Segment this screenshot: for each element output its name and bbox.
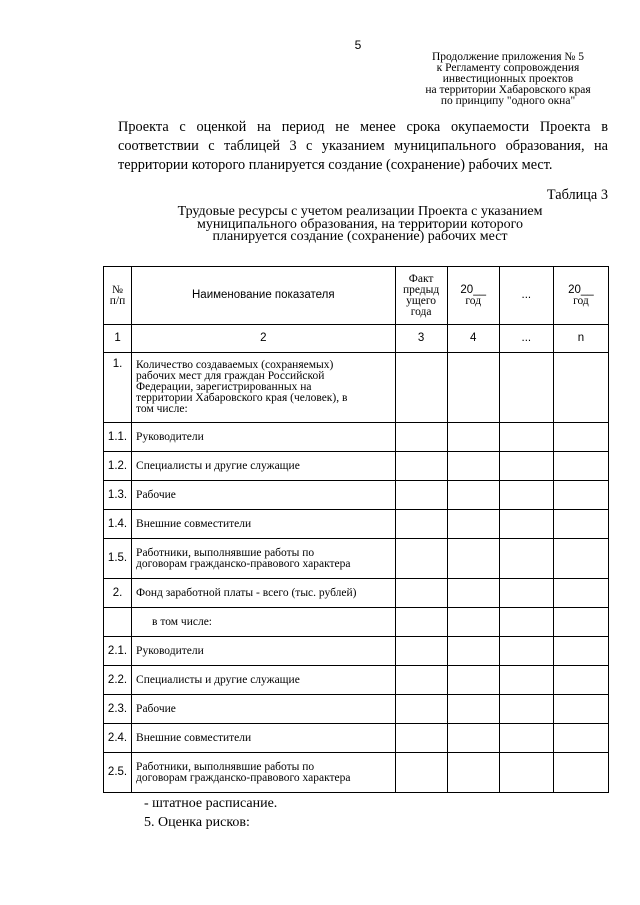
table-row [104,724,609,753]
table-row [104,353,609,423]
appendix-header-note [400,52,616,107]
value-cell[interactable] [395,724,447,753]
header-col-year1 [447,267,499,325]
indicator-name-line: договорам гражданско-правового характера [136,557,351,570]
table-row [104,452,609,481]
value-cell[interactable] [553,452,608,481]
value-cell[interactable] [499,724,553,753]
value-cell[interactable] [447,579,499,608]
value-cell[interactable] [553,666,608,695]
indicator-name-cell [132,579,396,608]
value-cell[interactable] [553,753,608,793]
header-col-year2-line: 20__ [568,283,594,296]
table-row [104,510,609,539]
value-cell[interactable] [499,481,553,510]
row-number-cell: 2.2. [104,666,132,695]
indicator-name-cell [132,695,396,724]
indicator-name-cell [132,753,396,793]
value-cell[interactable] [553,637,608,666]
header-col-fact-line: ущего [406,294,437,307]
value-cell[interactable] [395,666,447,695]
row-number-cell: 1.4. [104,510,132,539]
indicator-name-line: Количество создаваемых (сохраняемых) [136,359,334,371]
indicator-name-line: территории Хабаровского края (человек), в [136,392,348,404]
row-number-cell [104,608,132,637]
header-col-num [104,267,132,325]
table-header-row [104,267,609,325]
header-col-fact-line: предыд [402,283,440,296]
value-cell[interactable] [447,423,499,452]
value-cell[interactable] [395,753,447,793]
value-cell[interactable] [499,539,553,579]
column-number-cell: 2 [132,325,396,353]
row-number-cell: 2. [104,579,132,608]
value-cell[interactable] [447,666,499,695]
indicator-name-line: Специалисты и другие служащие [136,459,300,472]
header-col-num-line: п/п [109,294,126,307]
row-number-cell: 2.5. [104,753,132,793]
header-note-line: на территории Хабаровского края [425,84,591,96]
row-number-cell: 2.1. [104,637,132,666]
indicator-name-line: Работники, выполнявшие работы по [136,546,315,559]
indicator-name-cell [132,423,396,452]
value-cell[interactable] [395,637,447,666]
header-col-num-line: № [112,283,124,296]
indicator-name-line: Внешние совместители [136,731,252,744]
table-label: Таблица 3 [546,187,608,203]
value-cell[interactable] [499,353,553,423]
indicator-name-line: Руководители [136,430,204,443]
value-cell[interactable] [553,608,608,637]
value-cell[interactable] [395,481,447,510]
indicator-name-line: Работники, выполнявшие работы по [136,760,315,773]
header-col-name: Наименование показателя [132,267,396,325]
column-number-cell: n [553,325,608,353]
table-row [104,695,609,724]
indicator-name-cell [132,481,396,510]
table-row [104,637,609,666]
indicator-name-line: Федерации, зарегистрированных на [136,381,312,393]
value-cell[interactable] [499,637,553,666]
intro-line: территории которого планируется создание (сохранение) рабочих мест. [118,157,553,173]
labor-resources-table [103,266,609,793]
header-note-line: Продолжение приложения № 5 [431,51,585,63]
value-cell[interactable] [447,510,499,539]
intro-line: Проекта с оценкой на период не менее срока окупаемости Проекта в [118,119,608,135]
table-row [104,579,609,608]
header-col-fact [395,267,447,325]
header-note-line: к Регламенту сопровождения [436,62,580,74]
indicator-name-cell [132,452,396,481]
value-cell[interactable] [499,666,553,695]
row-number-cell: 1.5. [104,539,132,579]
indicator-name-cell [132,608,396,637]
header-col-fact-line: Факт [408,272,434,285]
value-cell[interactable] [553,539,608,579]
table-row [104,753,609,793]
indicator-name-line: Специалисты и другие служащие [136,673,300,686]
indicator-name-cell [132,353,396,423]
indicator-name-line: Рабочие [136,488,176,501]
table-title-line: муниципального образования, на территории которого [197,216,523,232]
value-cell[interactable] [553,353,608,423]
value-cell[interactable] [395,353,447,423]
indicator-name-cell [132,539,396,579]
indicator-name-cell [132,637,396,666]
value-cell[interactable] [395,695,447,724]
indicator-name-line: договорам гражданско-правового характера [136,771,351,784]
value-cell[interactable] [447,753,499,793]
header-note-line: инвестиционных проектов [442,73,574,85]
row-number-cell: 1.1. [104,423,132,452]
value-cell[interactable] [395,510,447,539]
value-cell[interactable] [499,695,553,724]
table-row [104,539,609,579]
value-cell[interactable] [447,452,499,481]
value-cell[interactable] [499,753,553,793]
indicator-name-line: Фонд заработной платы - всего (тыс. рублей) [136,586,357,599]
value-cell[interactable] [447,539,499,579]
value-cell[interactable] [395,579,447,608]
value-cell[interactable] [447,724,499,753]
value-cell[interactable] [499,510,553,539]
value-cell[interactable] [395,539,447,579]
indicator-name-line: рабочих мест для граждан Российской [136,370,325,382]
value-cell[interactable] [553,423,608,452]
indicator-name-line: в том числе: [152,615,212,628]
row-number-cell: 2.4. [104,724,132,753]
table-row [104,481,609,510]
page-number: 5 [354,38,362,52]
column-number-cell: ... [499,325,553,353]
value-cell[interactable] [447,608,499,637]
value-cell[interactable] [447,637,499,666]
value-cell[interactable] [553,695,608,724]
row-number-cell: 1. [104,353,132,423]
value-cell[interactable] [499,452,553,481]
header-col-year2 [553,267,608,325]
column-number-cell: 3 [395,325,447,353]
table-row [104,423,609,452]
value-cell[interactable] [395,423,447,452]
row-number-cell: 1.2. [104,452,132,481]
indicator-name-line: Рабочие [136,702,176,715]
header-col-year1-line: год [465,294,482,307]
value-cell[interactable] [447,695,499,724]
staff-schedule-item: - штатное расписание. [144,796,278,811]
indicator-name-cell [132,510,396,539]
column-number-cell: 4 [447,325,499,353]
row-number-cell: 2.3. [104,695,132,724]
row-number-cell: 1.3. [104,481,132,510]
header-col-fact-line: года [410,305,432,318]
value-cell[interactable] [395,452,447,481]
risk-assessment-heading: 5. Оценка рисков: [144,815,250,830]
table-title-line: планируется создание (сохранение) рабочих мест [212,229,508,245]
table-title-line: Трудовые ресурсы с учетом реализации Проекта с указанием [177,204,543,219]
value-cell[interactable] [553,579,608,608]
table-title [140,206,580,244]
intro-line: соответствии с таблицей 3 с указанием муниципального образования, на [118,138,608,154]
indicator-name-cell [132,666,396,695]
header-col-dots: ... [499,267,553,325]
value-cell[interactable] [447,353,499,423]
table-row [104,608,609,637]
value-cell[interactable] [395,608,447,637]
value-cell[interactable] [553,510,608,539]
indicator-name-line: Руководители [136,644,204,657]
value-cell[interactable] [499,608,553,637]
column-number-cell: 1 [104,325,132,353]
indicator-name-line: том числе: [136,403,188,415]
header-col-year1-line: 20__ [460,283,486,296]
indicator-name-line: Внешние совместители [136,517,252,530]
intro-paragraph [118,118,608,175]
header-note-line: по принципу "одного окна" [440,95,576,107]
indicator-name-cell [132,724,396,753]
column-number-row [104,325,609,353]
value-cell[interactable] [499,423,553,452]
value-cell[interactable] [447,481,499,510]
value-cell[interactable] [553,481,608,510]
header-col-year2-line: год [573,294,589,307]
value-cell[interactable] [553,724,608,753]
table-row [104,666,609,695]
value-cell[interactable] [499,579,553,608]
